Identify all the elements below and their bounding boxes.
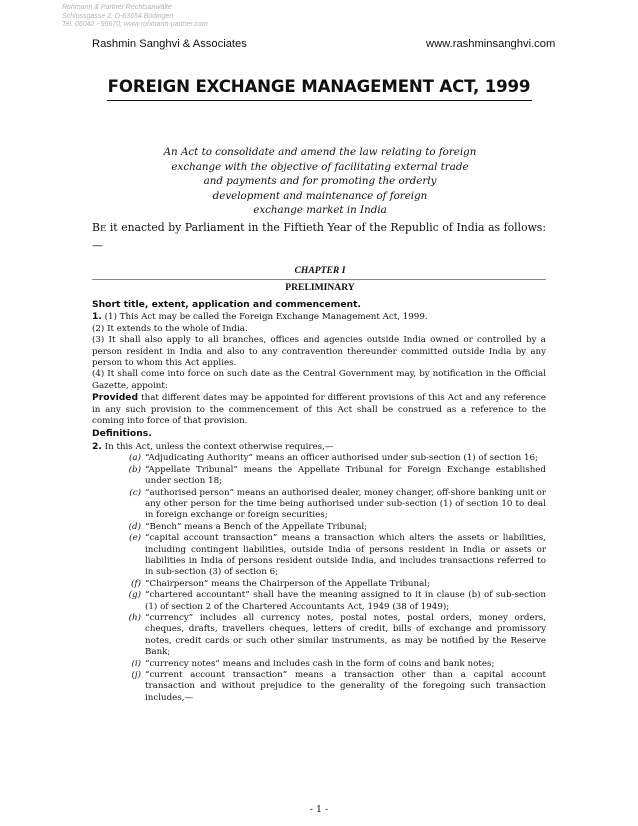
section-number: 1. [92, 311, 102, 323]
definition-item [92, 453, 546, 464]
proviso-text: that different dates may be appointed for different provisions of this Act and any reference in any such provision to the commencement of this Act shall be construed as a reference to the coming into force of that provision. [92, 393, 546, 427]
section-1-heading: Short title, extent, application and commencement. [92, 299, 361, 310]
watermark-line: Schlossgasse 2, D-63654 Büdingen [62, 12, 174, 20]
definition-text: “current account transaction” means a transaction other than a capital account transaction and without prejudice to the generality of the foregoing such transaction includes,— [145, 670, 546, 703]
definition-item [92, 670, 546, 704]
definition-text: “currency notes” means and includes cash in the form of coins and bank notes; [145, 658, 495, 669]
document-title: FOREIGN EXCHANGE MANAGEMENT ACT, 1999 [107, 77, 531, 96]
chapter-divider [92, 279, 546, 280]
section-1-proviso [92, 392, 546, 427]
definition-text: “currency” includes all currency notes, postal notes, postal orders, money orders, cheques, drafts, travellers cheques, letters of credit, bills of exchange and promissory notes, credit cards or such other similar instruments, as may be notified by the Reserve Bank; [145, 612, 546, 658]
definition-label: (e) [129, 533, 141, 544]
definition-label: (h) [128, 612, 141, 623]
definition-text: “Chairperson” means the Chairperson of the Appellate Tribunal; [145, 578, 430, 589]
definition-item [92, 488, 546, 522]
enacting-lead: B [92, 221, 100, 234]
section-number: 2. [92, 440, 102, 452]
header-website: www.rashminsanghvi.com [426, 38, 556, 50]
preamble-line: exchange market in India [253, 204, 387, 217]
header-firm-name: Rashmin Sanghvi & Associates [92, 38, 247, 50]
section-1-sub-4: (4) It shall come into force on such date as the Central Government may, by notification in the Official Gazette, appoint: [92, 369, 546, 391]
preamble [142, 145, 498, 218]
enacting-text: it enacted by Parliament in the Fiftieth Year of the Republic of India as follows:— [92, 221, 546, 252]
section-2-heading: Definitions. [92, 428, 152, 440]
definition-label: (i) [131, 658, 141, 669]
page-number: - 1 - [309, 804, 329, 815]
section-text: (1) This Act may be called the Foreign Exchange Management Act, 1999. [101, 312, 428, 323]
definition-text: “capital account transaction” means a transaction which alters the assets or liabilities, including contingent liabilities, outside India of persons resident in India or assets or liabilities in India of persons resident outside India, and includes transactions referred to in sub-section (3) of section 6; [145, 533, 546, 578]
title-underline [107, 100, 532, 101]
enacting-formula [92, 220, 546, 253]
definition-label: (j) [131, 670, 141, 680]
watermark-line: Tel. 06042 - 95670; www.rohmann-partner.com [62, 21, 208, 28]
enacting-lead-small: E [99, 224, 107, 234]
definition-label: (f) [131, 578, 141, 589]
definition-text: “Appellate Tribunal” means the Appellate Tribunal for Foreign Exchange established under section 18; [145, 464, 546, 487]
act-body [92, 298, 546, 704]
definition-item [92, 533, 546, 579]
definition-label: (c) [129, 487, 141, 498]
definition-text: “chartered accountant” shall have the meaning assigned to it in clause (b) of sub-section (1) of section 2 of the Chartered Accountants Act, 1949 (38 of 1949); [145, 590, 546, 612]
definition-label: (b) [128, 464, 141, 475]
definition-label: (g) [128, 590, 141, 601]
definition-item [92, 590, 546, 613]
definition-text: “Adjudicating Authority” means an officer authorised under sub-section (1) of section 16; [145, 453, 538, 464]
proviso-keyword: Provided [92, 392, 139, 404]
section-1-sub-3: (3) It shall also apply to all branches, offices and agencies outside India owned or controlled by a person resident in India and also to any contravention thereunder committed outside India by any person to whom this Act applies. [92, 335, 546, 369]
preamble-line: An Act to consolidate and amend the law relating to foreign [163, 146, 477, 158]
definition-label: (d) [128, 521, 141, 532]
definition-item [92, 465, 546, 488]
definition-item [92, 522, 546, 533]
section-2-intro [92, 441, 546, 453]
section-text: In this Act, unless the context otherwise requires,— [101, 441, 334, 452]
watermark [62, 4, 208, 30]
preamble-line: development and maintenance of foreign [212, 189, 428, 202]
definition-text: “Bench” means a Bench of the Appellate Tribunal; [145, 521, 368, 532]
definition-label: (a) [129, 453, 141, 464]
definition-item [92, 579, 546, 590]
definitions-list [92, 453, 546, 704]
section-1-sub-1 [92, 311, 546, 323]
definition-item [92, 613, 546, 659]
watermark-line: Rohmann & Partner Rechtsanwälte [62, 4, 172, 11]
preamble-line: and payments and for promoting the orderly [203, 175, 437, 188]
preamble-line: exchange with the objective of facilitating external trade [171, 160, 469, 173]
definition-item [92, 659, 546, 670]
definition-text: “authorised person” means an authorised dealer, money changer, off-shore banking unit or any other person for the time being authorised under sub-section (1) of section 10 to deal in foreign exchange or foreign securities; [145, 487, 546, 521]
chapter-name: PRELIMINARY [285, 282, 355, 293]
section-1-sub-2: (2) It extends to the whole of India. [92, 323, 248, 334]
chapter-label: CHAPTER I [294, 265, 346, 276]
